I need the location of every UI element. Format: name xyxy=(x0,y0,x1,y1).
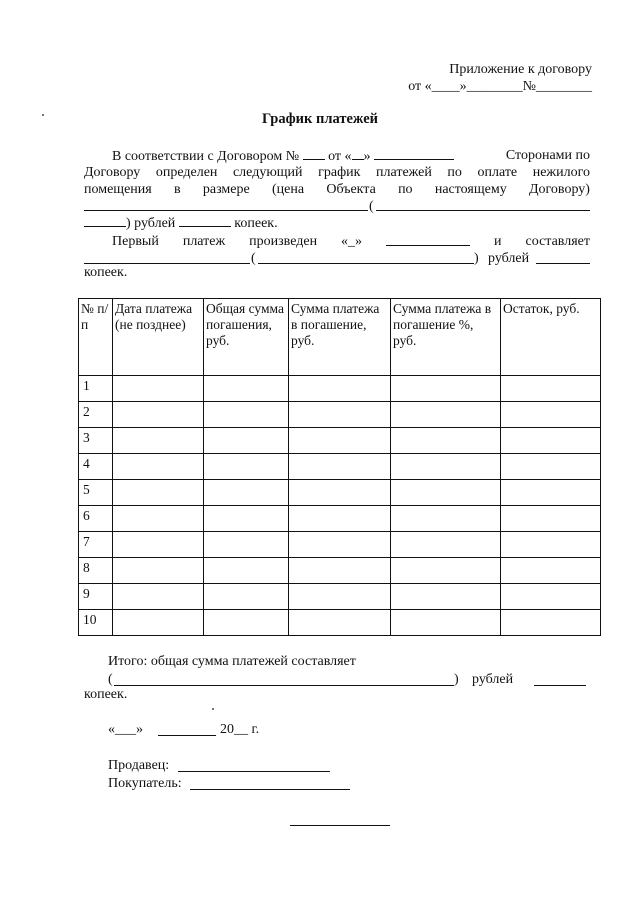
price-blank-1 xyxy=(84,210,368,211)
table-cell xyxy=(204,610,289,636)
word: Первый xyxy=(112,234,159,249)
price-words-blank xyxy=(376,210,590,211)
table-cell xyxy=(113,454,204,480)
word: составляет xyxy=(525,234,590,249)
seller-label: Продавец: xyxy=(108,758,170,773)
table-row xyxy=(79,428,601,454)
word: и xyxy=(494,234,502,249)
row-number: 5 xyxy=(79,480,113,506)
kopecks-label: копеек. xyxy=(234,216,278,231)
word: Договору) xyxy=(528,182,590,197)
table-row xyxy=(79,376,601,402)
table-cell xyxy=(204,454,289,480)
table-cell xyxy=(501,454,601,480)
table-cell xyxy=(391,584,501,610)
col-header-date: Дата платежа (не позднее) xyxy=(113,299,204,376)
first-payment-date: «_» xyxy=(341,234,363,249)
table-header-row xyxy=(79,299,601,376)
footer-rule xyxy=(290,825,390,826)
total-paren-open: ( xyxy=(108,672,113,687)
row-number: 8 xyxy=(79,558,113,584)
contract-ref-line: от «____»________№________ xyxy=(408,79,592,94)
table-cell xyxy=(113,584,204,610)
word: Договору xyxy=(84,165,141,180)
table-cell xyxy=(204,532,289,558)
intro-quote-close: » xyxy=(363,149,371,164)
total-line-1: Итого: общая сумма платежей составляет xyxy=(108,654,356,669)
row-number: 9 xyxy=(79,584,113,610)
rubles-label: рублей xyxy=(134,216,176,231)
payment-schedule-table xyxy=(78,298,601,636)
date-quote: «___» xyxy=(108,722,143,737)
first-payment-words-blank xyxy=(258,263,474,264)
table-row xyxy=(79,610,601,636)
table-row xyxy=(79,558,601,584)
table-cell xyxy=(204,480,289,506)
row-number: 3 xyxy=(79,428,113,454)
first-paren-close: ) xyxy=(474,251,479,266)
word: оплате xyxy=(477,165,518,180)
table-cell xyxy=(204,402,289,428)
row-number: 4 xyxy=(79,454,113,480)
col-header-number: № п/п xyxy=(79,299,113,376)
table-row xyxy=(79,480,601,506)
row-number: 1 xyxy=(79,376,113,402)
table-cell xyxy=(113,402,204,428)
word: следующий xyxy=(232,165,303,180)
table-cell xyxy=(113,558,204,584)
table-cell xyxy=(113,506,204,532)
table-cell xyxy=(289,558,391,584)
table-cell xyxy=(113,428,204,454)
total-kopecks-blank xyxy=(534,685,586,686)
table-cell xyxy=(204,558,289,584)
word: настоящему xyxy=(434,182,507,197)
table-cell xyxy=(391,480,501,506)
table-cell xyxy=(391,402,501,428)
col-header-total-sum: Общая сумма погашения, руб. xyxy=(204,299,289,376)
row-number: 2 xyxy=(79,402,113,428)
intro-parties-text: Сторонами по xyxy=(505,148,590,163)
table-cell xyxy=(501,480,601,506)
row-number: 10 xyxy=(79,610,113,636)
table-cell xyxy=(501,402,601,428)
table-cell xyxy=(289,480,391,506)
word: нежилого xyxy=(532,165,590,180)
table-cell xyxy=(289,402,391,428)
table-cell xyxy=(391,610,501,636)
total-words-blank xyxy=(114,685,454,686)
intro-line-1 xyxy=(84,147,590,165)
first-rubles-label: рублей xyxy=(488,251,530,266)
table-row xyxy=(79,584,601,610)
row-number: 6 xyxy=(79,506,113,532)
table-row xyxy=(79,532,601,558)
intro-line-2 xyxy=(84,164,590,181)
date-month-blank xyxy=(158,735,216,736)
table-cell xyxy=(113,376,204,402)
table-cell xyxy=(391,376,501,402)
intro-from-text: от « xyxy=(328,149,352,164)
table-cell xyxy=(289,454,391,480)
first-paren-open: ( xyxy=(251,251,256,266)
table-cell xyxy=(391,428,501,454)
intro-contract-text: В соответствии с Договором № xyxy=(112,149,300,164)
buyer-signature-line xyxy=(190,789,350,790)
table-cell xyxy=(501,506,601,532)
appendix-label: Приложение к договору xyxy=(449,62,592,77)
table-cell xyxy=(501,584,601,610)
row-number: 7 xyxy=(79,532,113,558)
table-row xyxy=(79,506,601,532)
col-header-payment-percent: Сумма платежа в погашение %, руб. xyxy=(391,299,501,376)
word: в xyxy=(173,182,181,197)
intro-line-3 xyxy=(84,181,590,198)
table-cell xyxy=(391,532,501,558)
table-cell xyxy=(391,558,501,584)
price-paren-open: ( xyxy=(369,199,374,214)
first-kopecks-blank xyxy=(536,263,590,264)
word: произведен xyxy=(249,234,318,249)
table-cell xyxy=(289,532,391,558)
intro-line-8: копеек. xyxy=(84,265,128,280)
col-header-balance: Остаток, руб. xyxy=(501,299,601,376)
table-cell xyxy=(501,428,601,454)
word: платежей xyxy=(376,165,432,180)
table-cell xyxy=(113,532,204,558)
word: (цена xyxy=(271,182,305,197)
intro-line-5 xyxy=(84,214,278,232)
word: размере xyxy=(202,182,250,197)
buyer-label: Покупатель: xyxy=(108,776,182,791)
word: платеж xyxy=(182,234,226,249)
page-title: График платежей xyxy=(261,111,379,127)
word: Объекта xyxy=(326,182,376,197)
seller-signature-line xyxy=(178,771,330,772)
table-row xyxy=(79,454,601,480)
scan-speck xyxy=(212,708,214,710)
table-cell xyxy=(289,584,391,610)
col-header-payment-sum: Сумма платежа в погашение, руб. xyxy=(289,299,391,376)
word: график xyxy=(318,165,361,180)
paren-close: ) xyxy=(126,216,131,231)
table-cell xyxy=(391,506,501,532)
table-cell xyxy=(204,428,289,454)
table-cell xyxy=(289,610,391,636)
table-cell xyxy=(501,532,601,558)
table-cell xyxy=(391,454,501,480)
scan-speck xyxy=(42,114,44,116)
table-cell xyxy=(204,506,289,532)
table-cell xyxy=(289,506,391,532)
word: по xyxy=(398,182,413,197)
total-kopecks-label: копеек. xyxy=(84,687,128,702)
table-cell xyxy=(501,376,601,402)
word: помещения xyxy=(84,182,152,197)
word: определен xyxy=(155,165,218,180)
total-rubles-label: рублей xyxy=(472,672,514,687)
word: по xyxy=(447,165,462,180)
table-cell xyxy=(501,610,601,636)
table-cell xyxy=(289,376,391,402)
table-cell xyxy=(204,376,289,402)
date-year: 20__ г. xyxy=(220,722,260,737)
table-row xyxy=(79,402,601,428)
table-cell xyxy=(113,480,204,506)
table-cell xyxy=(204,584,289,610)
table-cell xyxy=(113,610,204,636)
intro-line-6 xyxy=(84,233,590,250)
table-cell xyxy=(289,428,391,454)
table-cell xyxy=(501,558,601,584)
total-paren-close: ) xyxy=(454,672,459,687)
